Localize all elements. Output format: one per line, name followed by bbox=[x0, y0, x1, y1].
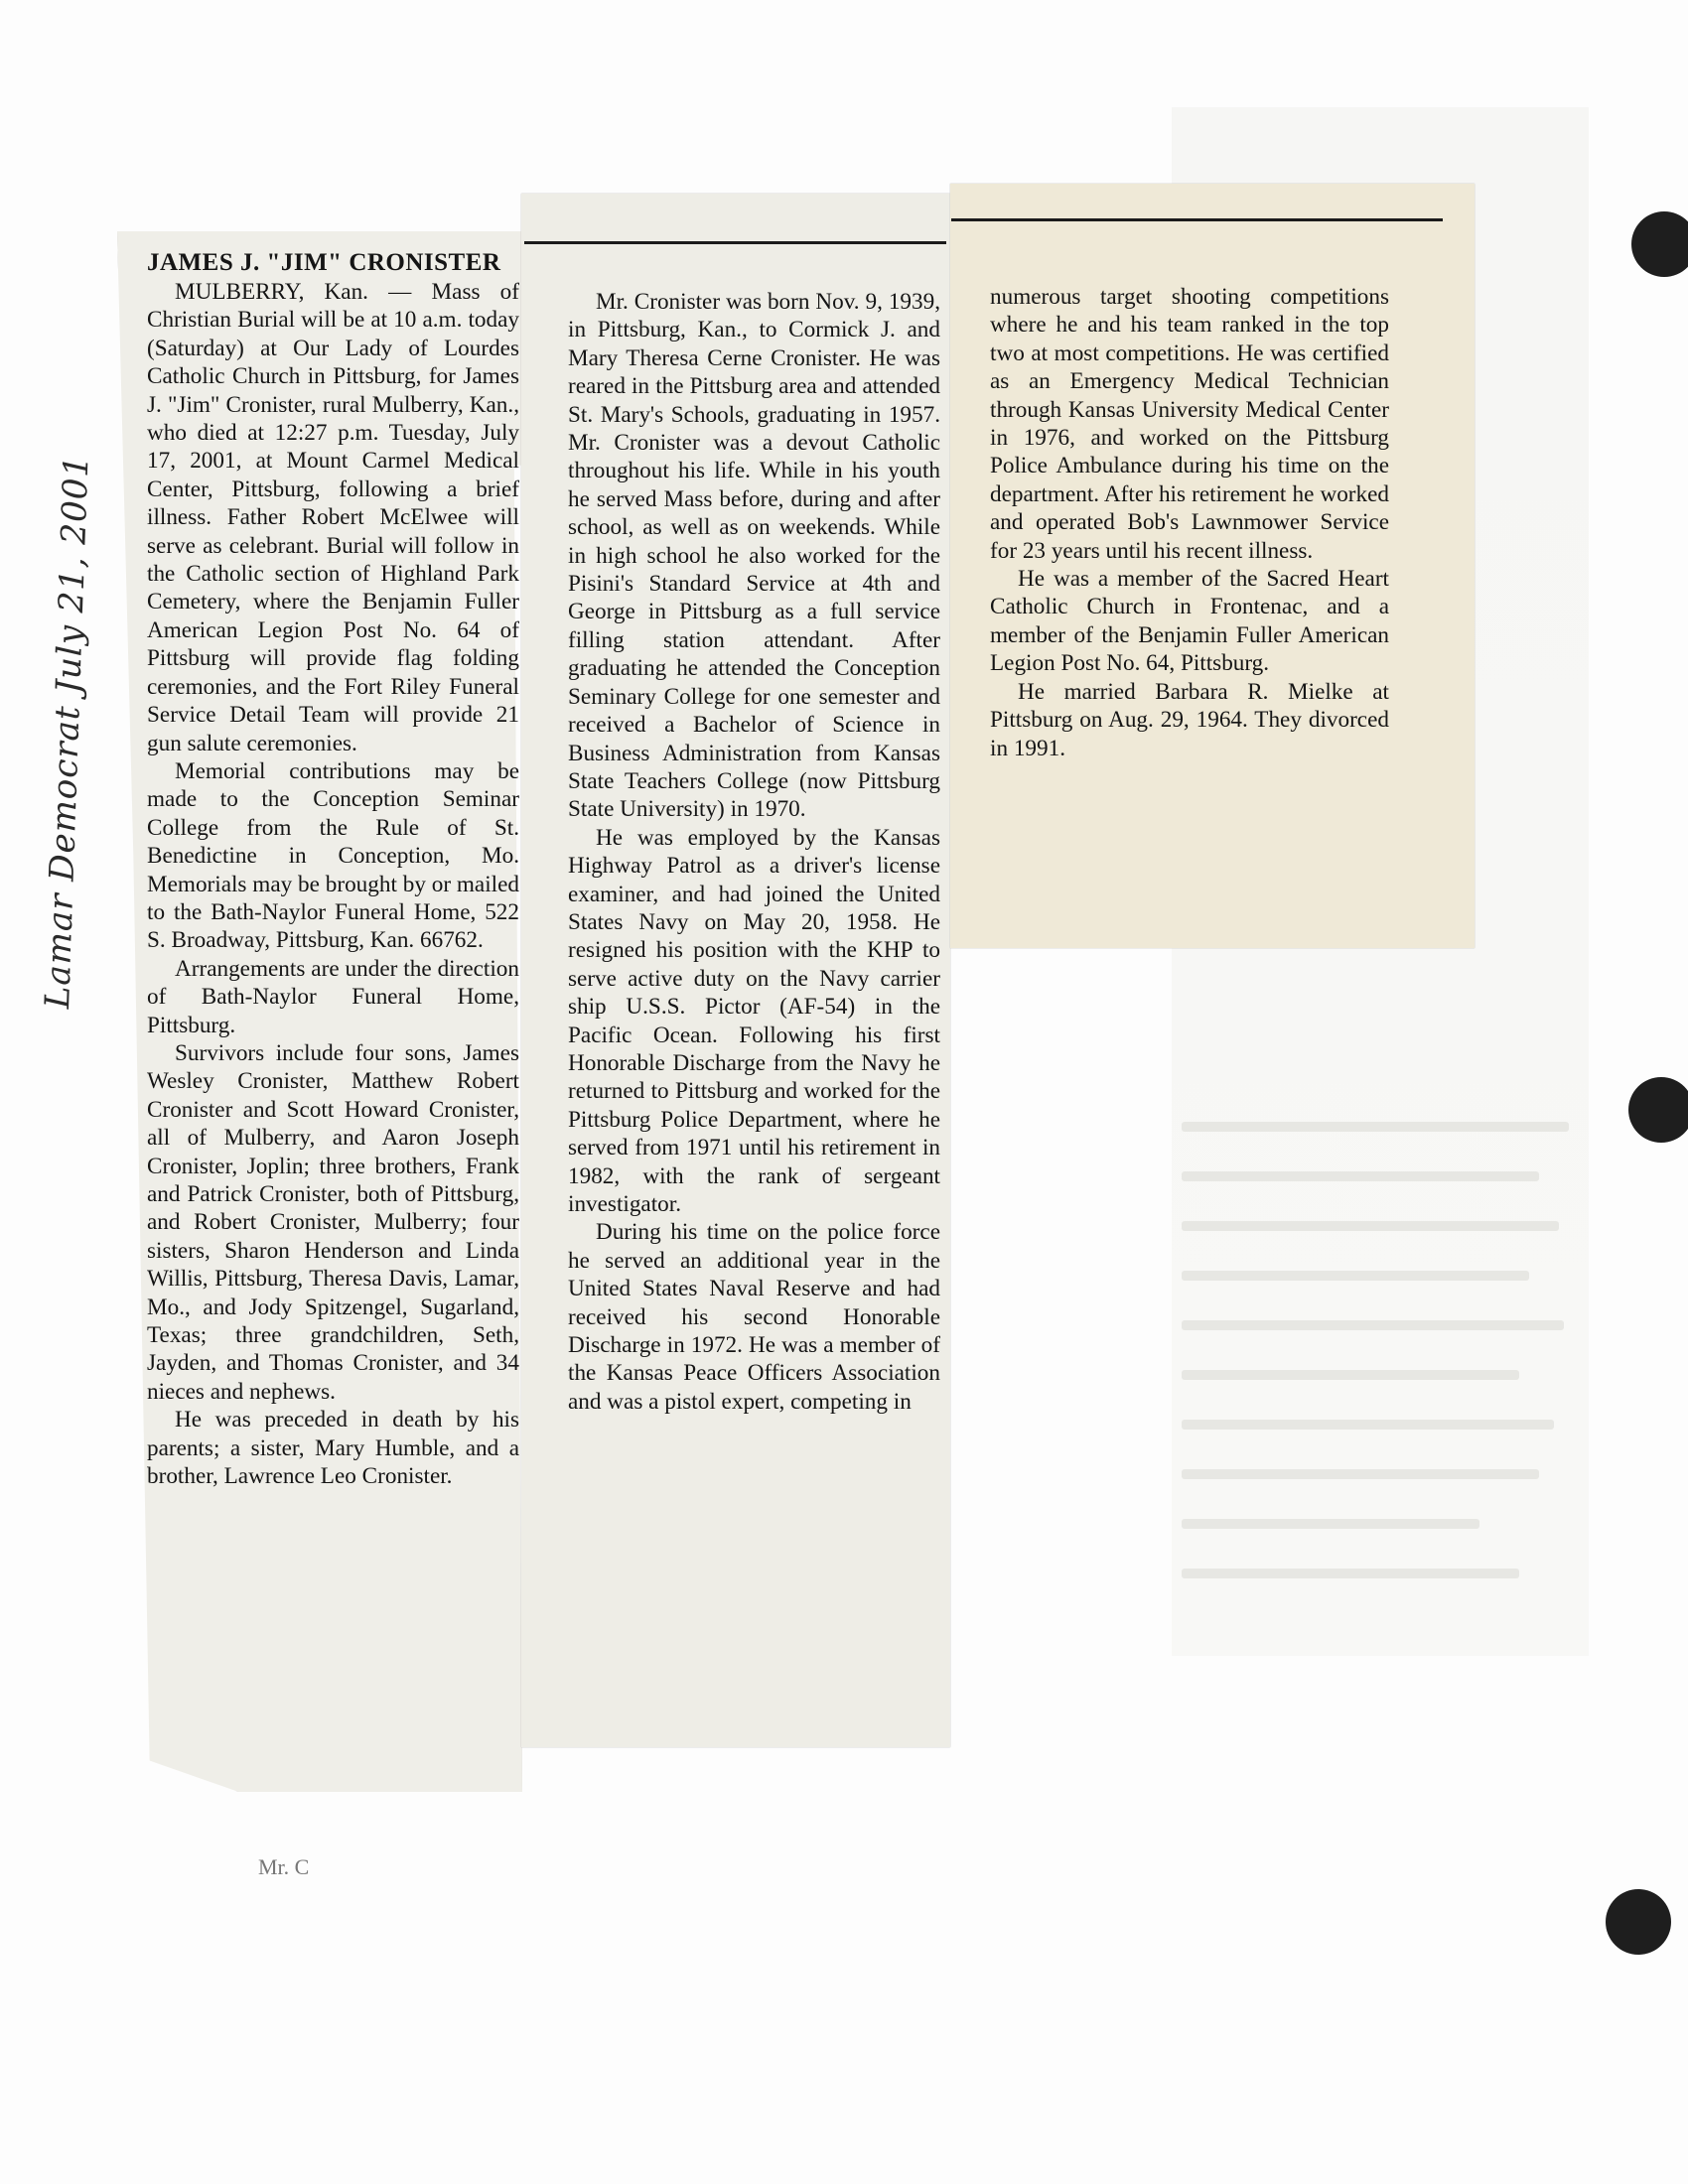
stray-clipping-text: Mr. C bbox=[258, 1854, 310, 1879]
bleed-through-line bbox=[1182, 1370, 1519, 1380]
paragraph: Arrangements are under the direction of Bath-Naylor Funeral Home, Pittsburg. bbox=[147, 955, 519, 1038]
bleed-through-line bbox=[1182, 1271, 1529, 1281]
binder-hole bbox=[1631, 211, 1688, 277]
binder-hole bbox=[1606, 1889, 1671, 1955]
bleed-through-line bbox=[1182, 1469, 1539, 1479]
column-rule bbox=[951, 218, 1443, 221]
paragraph: Survivors include four sons, James Wesley Cronister, Matthew Robert Cronister and Scott Howard Cronister, all of Mulberry, and Aaron Joseph Cronister, Joplin; three brothers, Frank and Patrick Cronister, both of Pittsburg, and Robert Cronister, Mulberry; four sisters, Sharon Henderson and Linda Willis, Pittsburg, Theresa Davis, Lamar, Mo., and Jody Spitzengel, Sugarland, Texas; three grandchildren, Seth, Jayden, and Thomas Cronister, and 34 nieces and nephews. bbox=[147, 1039, 519, 1405]
paragraph: Memorial contributions may be made to the Conception Seminar College from the Rule of St. Benedictine in Conception, Mo. Memorials may be brought by or mailed to the Bath-Naylor Funeral Home, 522 S. Broadway, Pittsburg, Kan. 66762. bbox=[147, 757, 519, 954]
obituary-column-3 bbox=[990, 283, 1389, 762]
column-rule bbox=[524, 241, 946, 244]
obituary-headline: JAMES J. "JIM" CRONISTER bbox=[147, 249, 501, 276]
bleed-through-line bbox=[1182, 1122, 1569, 1132]
paragraph: During his time on the police force he served an additional year in the United States Naval Reserve and had received his second Honorable Discharge in 1972. He was a member of the Kansas Peace Officers Association and was a pistol expert, competing in bbox=[568, 1219, 940, 1415]
bleed-through-line bbox=[1182, 1320, 1564, 1330]
bleed-through-line bbox=[1182, 1569, 1519, 1578]
paragraph: He married Barbara R. Mielke at Pittsburg on Aug. 29, 1964. They divorced in 1991. bbox=[990, 678, 1389, 761]
bleed-through-line bbox=[1182, 1420, 1554, 1430]
binder-hole bbox=[1628, 1077, 1688, 1143]
bleed-through-line bbox=[1182, 1171, 1539, 1181]
bleed-through-line bbox=[1182, 1519, 1479, 1529]
paragraph: He was employed by the Kansas Highway Patrol as a driver's license examiner, and had joined the United States Navy on May 20, 1958. He resigned his position with the KHP to serve active duty on the Navy carrier ship U.S.S. Pictor (AF-54) in the Pacific Ocean. Following his first Honorable Discharge from the Navy he returned to Pittsburg and worked for the Pittsburg Police Department, where he served from 1971 until his retirement in 1982, with the rank of sergeant investigator. bbox=[568, 824, 940, 1217]
paragraph: numerous target shooting competitions where he and his team ranked in the top two at most competitions. He was certified as an Emergency Medical Technician through Kansas University Medical Center in 1976, and worked on the Pittsburg Police Ambulance during his time on the department. After his retirement he worked and operated Bob's Lawnmower Service for 23 years until his recent illness. bbox=[990, 284, 1389, 564]
paragraph: He was preceded in death by his parents; a sister, Mary Humble, and a brother, Lawrence Leo Cronister. bbox=[147, 1407, 519, 1490]
paragraph: MULBERRY, Kan. — Mass of Christian Burial will be at 10 a.m. today (Saturday) at Our Lady of Lourdes Catholic Church in Pittsburg, for James J. "Jim" Cronister, rural Mulberry, Kan., who died at 12:27 p.m. Tuesday, July 17, 2001, at Mount Carmel Medical Center, Pittsburg, following a brief illness. Father Robert McElwee will serve as celebrant. Burial will follow in the Catholic section of Highland Park Cemetery, where the Benjamin Fuller American Legion Post No. 64 of Pittsburg will provide flag folding ceremonies, and the Fort Riley Funeral Service Detail Team will provide 21 gun salute ceremonies. bbox=[147, 279, 519, 756]
paragraph: Mr. Cronister was born Nov. 9, 1939, in Pittsburg, Kan., to Cormick J. and Mary Theresa Cerne Cronister. He was reared in the Pittsburg area and attended St. Mary's Schools, graduating in 1957. Mr. Cronister was a devout Catholic throughout his life. While in his youth he served Mass before, during and after school, as well as on weekends. While in high school he also worked for the Pisini's Standard Service at 4th and George in Pittsburg as a full service filling station attendant. After graduating he attended the Conception Seminary College for one semester and received a Bachelor of Science in Business Administration from Kansas State Teachers College (now Pittsburg State University) in 1970. bbox=[568, 289, 940, 823]
paragraph: He was a member of the Sacred Heart Catholic Church in Frontenac, and a member of the Benjamin Fuller American Legion Post No. 64, Pittsburg. bbox=[990, 566, 1389, 677]
bleed-through-line bbox=[1182, 1221, 1559, 1231]
obituary-column-2 bbox=[568, 288, 940, 1416]
handwritten-annotation: Lamar Democrat July 21, 2001 bbox=[38, 454, 97, 1010]
obituary-column-1 bbox=[147, 250, 519, 1490]
